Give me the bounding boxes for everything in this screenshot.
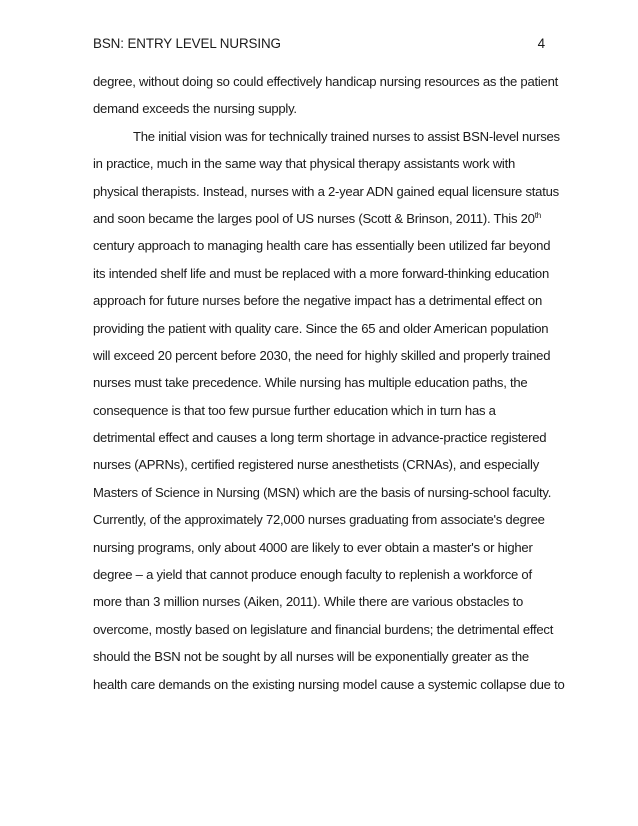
text-line: in practice, much in the same way that physical therapy assistants work with bbox=[93, 156, 516, 172]
text-line: degree – a yield that cannot produce enough faculty to replenish a workforce of bbox=[93, 567, 532, 583]
text-line: consequence is that too few pursue further education which in turn has a bbox=[93, 402, 496, 418]
text-line: will exceed 20 percent before 2030, the need for highly skilled and properly trained bbox=[93, 347, 551, 363]
text-line: its intended shelf life and must be replaced with a more forward-thinking education bbox=[93, 265, 549, 281]
text-line: nursing programs, only about 4000 are likely to ever obtain a master's or higher bbox=[93, 539, 533, 555]
text-line: Currently, of the approximately 72,000 nurses graduating from associate's degree bbox=[93, 512, 545, 528]
running-head: BSN: ENTRY LEVEL NURSING bbox=[93, 36, 281, 51]
text-span: and soon became the larges pool of US nurses (Scott & Brinson, 2011). This 20 bbox=[93, 210, 535, 226]
text-line: approach for future nurses before the negative impact has a detrimental effect on bbox=[93, 293, 542, 309]
text-line: providing the patient with quality care. Since the 65 and older American population bbox=[93, 320, 549, 336]
text-line: nurses must take precedence. While nursing has multiple education paths, the bbox=[93, 375, 528, 391]
text-line: more than 3 million nurses (Aiken, 2011). While there are various obstacles to bbox=[93, 594, 524, 610]
text-line: detrimental effect and causes a long term shortage in advance-practice registered bbox=[93, 430, 547, 446]
page-header bbox=[93, 36, 545, 56]
text-line: health care demands on the existing nursing model cause a systemic collapse due to bbox=[93, 676, 565, 692]
text-line: nurses (APRNs), certified registered nurse anesthetists (CRNAs), and especially bbox=[93, 457, 539, 473]
text-line-with-superscript bbox=[93, 210, 553, 237]
text-line: overcome, mostly based on legislature and financial burdens; the detrimental effect bbox=[93, 621, 554, 637]
text-line: century approach to managing health care has essentially been utilized far beyond bbox=[93, 238, 551, 254]
text-line: Masters of Science in Nursing (MSN) which are the basis of nursing-school faculty. bbox=[93, 484, 552, 500]
text-line: degree, without doing so could effectively handicap nursing resources as the patient bbox=[93, 74, 558, 89]
body-text bbox=[93, 73, 565, 703]
text-line: demand exceeds the nursing supply. bbox=[93, 101, 297, 117]
text-line: should the BSN not be sought by all nurses will be exponentially greater as the bbox=[93, 649, 529, 665]
superscript: th bbox=[534, 210, 541, 220]
text-line: physical therapists. Instead, nurses with a 2-year ADN gained equal licensure status bbox=[93, 183, 559, 199]
page-number: 4 bbox=[537, 36, 545, 51]
paragraph-first-line: The initial vision was for technically trained nurses to assist BSN-level nurses bbox=[133, 128, 560, 144]
